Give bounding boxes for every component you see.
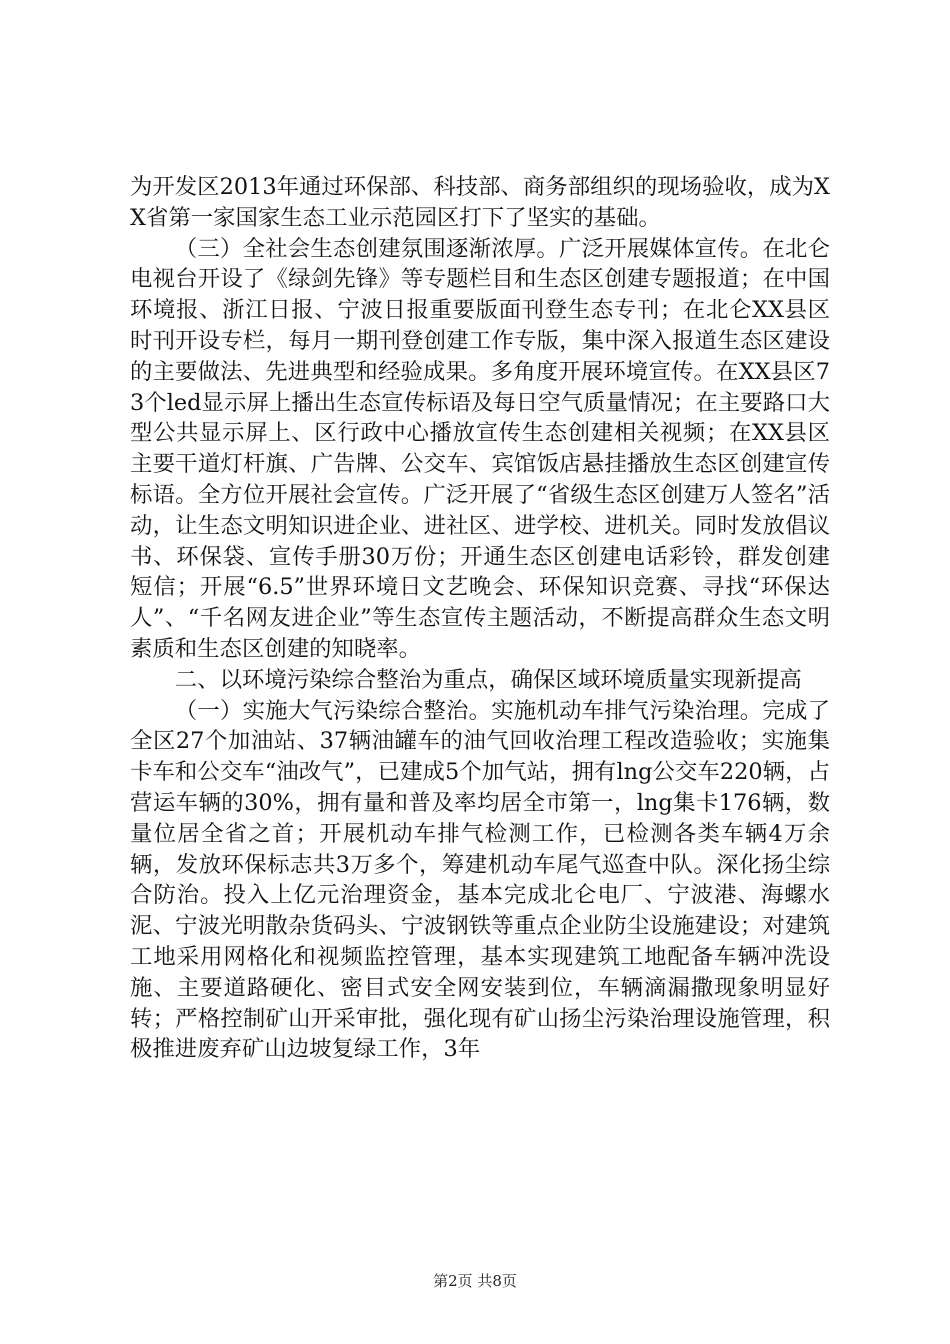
paragraph-continuation: 为开发区2013年通过环保部、科技部、商务部组织的现场验收，成为XX省第一家国家生态工业示范园区打下了坚实的基础。: [130, 174, 830, 231]
page-footer: [0, 1271, 950, 1291]
paragraph-air-pollution: （一）实施大气污染综合整治。实施机动车排气污染治理。完成了全区27个加油站、37辆油罐车的油气回收治理工程改造验收；实施集卡车和公交车“油改气”，已建成5个加气站，拥有lng公交车220辆，占营运车辆的30%，拥有量和普及率均居全市第一，lng集卡176辆，数量位居全省之首；开展机动车排气检测工作，已检测各类车辆4万余辆，发放环保标志共3万多个，筹建机动车尾气巡查中队。深化扬尘综合防治。投入上亿元治理资金，基本完成北仑电厂、宁波港、海螺水泥、宁波光明散杂货码头、宁波钢铁等重点企业防尘设施建设；对建筑工地采用网格化和视频监控管理，基本实现建筑工地配备车辆冲洗设施、主要道路硬化、密目式安全网安装到位，车辆滴漏撒现象明显好转；严格控制矿山开采审批，强化现有矿山扬尘污染治理设施管理，积极推进废弃矿山边坡复绿工作，3年: [130, 697, 830, 1063]
section-heading-pollution-control: 二、以环境污染综合整治为重点，确保区域环境质量实现新提高: [174, 666, 802, 693]
document-body: [130, 172, 830, 1065]
paragraph-eco-atmosphere: （三）全社会生态创建氛围逐渐浓厚。广泛开展媒体宣传。在北仑电视台开设了《绿剑先锋》等专题栏目和生态区创建专题报道；在中国环境报、浙江日报、宁波日报重要版面刊登生态专刊；在北仑XX县区时刊开设专栏，每月一期刊登创建工作专版，集中深入报道生态区建设的主要做法、先进典型和经验成果。多角度开展环境宣传。在XX县区73个led显示屏上播出生态宣传标语及每日空气质量情况；在主要路口大型公共显示屏上、区行政中心播放宣传生态创建相关视频；在XX县区主要干道灯杆旗、广告牌、公交车、宾馆饭店悬挂播放生态区创建宣传标语。全方位开展社会宣传。广泛开展了“省级生态区创建万人签名”活动，让生态文明知识进企业、进社区、进学校、进机关。同时发放倡议书、环保袋、宣传手册30万份；开通生态区创建电话彩铃，群发创建短信；开展“6.5”世界环境日文艺晚会、环保知识竞赛、寻找“环保达人”、“千名网友进企业”等生态宣传主题活动，不断提高群众生态文明素质和生态区创建的知晓率。: [130, 235, 830, 662]
page-number: 第2页 共8页: [433, 1272, 517, 1290]
